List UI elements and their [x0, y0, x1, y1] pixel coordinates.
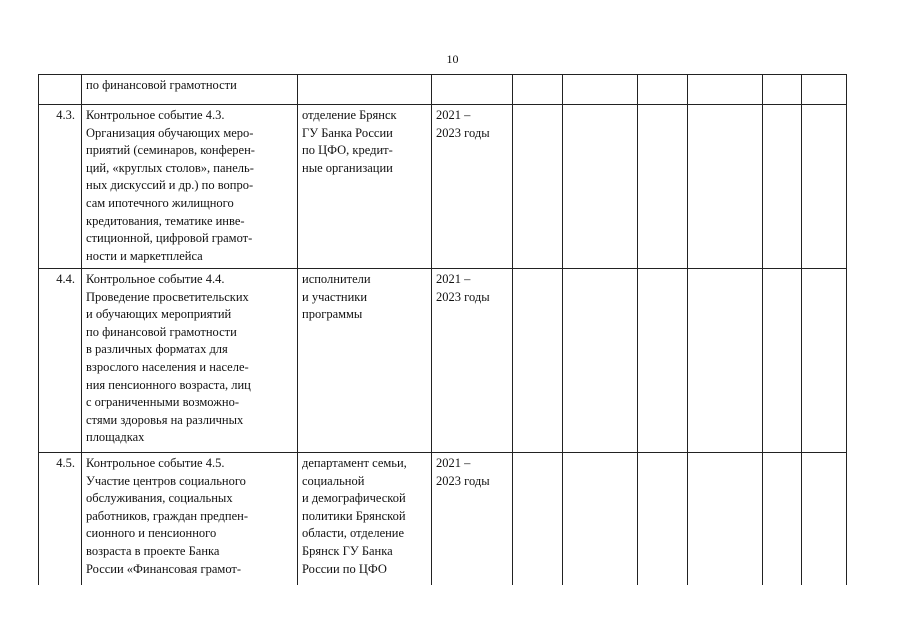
empty-cell — [802, 105, 847, 269]
period-cell — [432, 105, 513, 269]
empty-cell — [563, 105, 638, 269]
event-cell — [82, 269, 298, 453]
table-row — [39, 453, 847, 585]
empty-cell — [802, 75, 847, 105]
empty-cell — [563, 453, 638, 585]
executor-cell-line: отделение Брянск — [302, 108, 397, 122]
period-cell — [432, 269, 513, 453]
period-cell — [432, 453, 513, 585]
event-cell-line: и обучающих мероприятий — [86, 307, 232, 322]
empty-cell — [513, 269, 563, 453]
event-cell-line: стиционной, цифровой грамот- — [86, 231, 253, 246]
row-number-cell: 4.5. — [39, 453, 82, 585]
event-cell-line: кредитования, тематике инве- — [86, 213, 245, 228]
executor-cell-line: по ЦФО, кредит- — [302, 143, 393, 158]
event-cell-line: обслуживания, социальных — [86, 491, 233, 506]
page-number: 10 — [446, 52, 459, 66]
executor-cell-line: департамент семьи, — [302, 456, 407, 470]
table-row — [39, 269, 847, 453]
event-cell-line: России «Финансовая грамот- — [86, 561, 242, 576]
event-cell-line: ния пенсионного возраста, лиц — [86, 377, 251, 392]
empty-cell — [763, 269, 802, 453]
empty-cell — [513, 75, 563, 105]
row-number-cell: 4.4. — [39, 269, 82, 453]
event-cell-line: Проведение просветительских — [86, 289, 249, 304]
period-cell — [432, 75, 513, 105]
period-cell-line: 2023 годы — [436, 125, 490, 140]
period-cell-line: 2023 годы — [436, 473, 490, 488]
executor-cell-line: социальной — [302, 473, 365, 488]
event-cell-line: по финансовой грамотности — [86, 324, 237, 339]
events-table — [38, 74, 847, 585]
empty-cell — [688, 105, 763, 269]
executor-cell-line: Брянск ГУ Банка — [302, 543, 393, 558]
event-cell-line: Контрольное событие 4.4. — [86, 272, 225, 286]
executor-cell-line: области, отделение — [302, 526, 405, 541]
event-cell-line: Организация обучающих меро- — [86, 125, 254, 140]
empty-cell — [563, 75, 638, 105]
event-cell-line: ций, «круглых столов», панель- — [86, 160, 254, 175]
event-cell — [82, 453, 298, 585]
event-cell-line: сам ипотечного жилищного — [86, 195, 234, 210]
event-cell — [82, 105, 298, 269]
executor-cell-line: исполнители — [302, 272, 371, 286]
event-cell-line: возраста в проекте Банка — [86, 543, 220, 558]
empty-cell — [638, 105, 688, 269]
period-cell-line: 2021 – — [436, 108, 471, 122]
event-cell-line: взрослого населения и населе- — [86, 359, 249, 374]
event-cell-line: Участие центров социального — [86, 473, 246, 488]
event-cell-line: площадках — [86, 430, 145, 445]
executor-cell — [298, 453, 432, 585]
executor-cell-line: ГУ Банка России — [302, 125, 393, 140]
executor-cell-line: программы — [302, 307, 363, 322]
empty-cell — [763, 105, 802, 269]
empty-cell — [638, 75, 688, 105]
event-cell-line: сионного и пенсионного — [86, 526, 217, 541]
empty-cell — [763, 453, 802, 585]
empty-cell — [563, 269, 638, 453]
event-cell-line: работников, граждан предпен- — [86, 508, 248, 523]
empty-cell — [638, 453, 688, 585]
table-row — [39, 105, 847, 269]
event-cell-line: ных дискуссий и др.) по вопро- — [86, 178, 254, 193]
empty-cell — [638, 269, 688, 453]
empty-cell — [802, 453, 847, 585]
empty-cell — [513, 105, 563, 269]
event-cell-line: по финансовой грамотности — [86, 78, 237, 92]
executor-cell-line: России по ЦФО — [302, 561, 387, 576]
empty-cell — [513, 453, 563, 585]
table-body — [39, 75, 847, 585]
event-cell-line: ности и маркетплейса — [86, 248, 203, 263]
row-number-cell: 4.3. — [39, 105, 82, 269]
row-number-cell — [39, 75, 82, 105]
empty-cell — [802, 269, 847, 453]
period-cell-line: 2021 – — [436, 272, 471, 286]
empty-cell — [688, 75, 763, 105]
executor-cell-line: и участники — [302, 289, 368, 304]
executor-cell-line: и демографической — [302, 491, 406, 506]
empty-cell — [688, 453, 763, 585]
event-cell-line: Контрольное событие 4.3. — [86, 108, 225, 122]
empty-cell — [763, 75, 802, 105]
executor-cell-line: политики Брянской — [302, 508, 406, 523]
empty-cell — [688, 269, 763, 453]
event-cell-line: стями здоровья на различных — [86, 412, 244, 427]
event-cell-line: с ограниченными возможно- — [86, 395, 239, 410]
executor-cell — [298, 75, 432, 105]
event-cell-line: приятий (семинаров, конферен- — [86, 143, 255, 158]
period-cell-line: 2021 – — [436, 456, 471, 470]
table-row — [39, 75, 847, 105]
event-cell-line: Контрольное событие 4.5. — [86, 456, 225, 470]
period-cell-line: 2023 годы — [436, 289, 490, 304]
executor-cell-line: ные организации — [302, 160, 393, 175]
event-cell — [82, 75, 298, 105]
event-cell-line: в различных форматах для — [86, 342, 228, 357]
executor-cell — [298, 269, 432, 453]
executor-cell — [298, 105, 432, 269]
